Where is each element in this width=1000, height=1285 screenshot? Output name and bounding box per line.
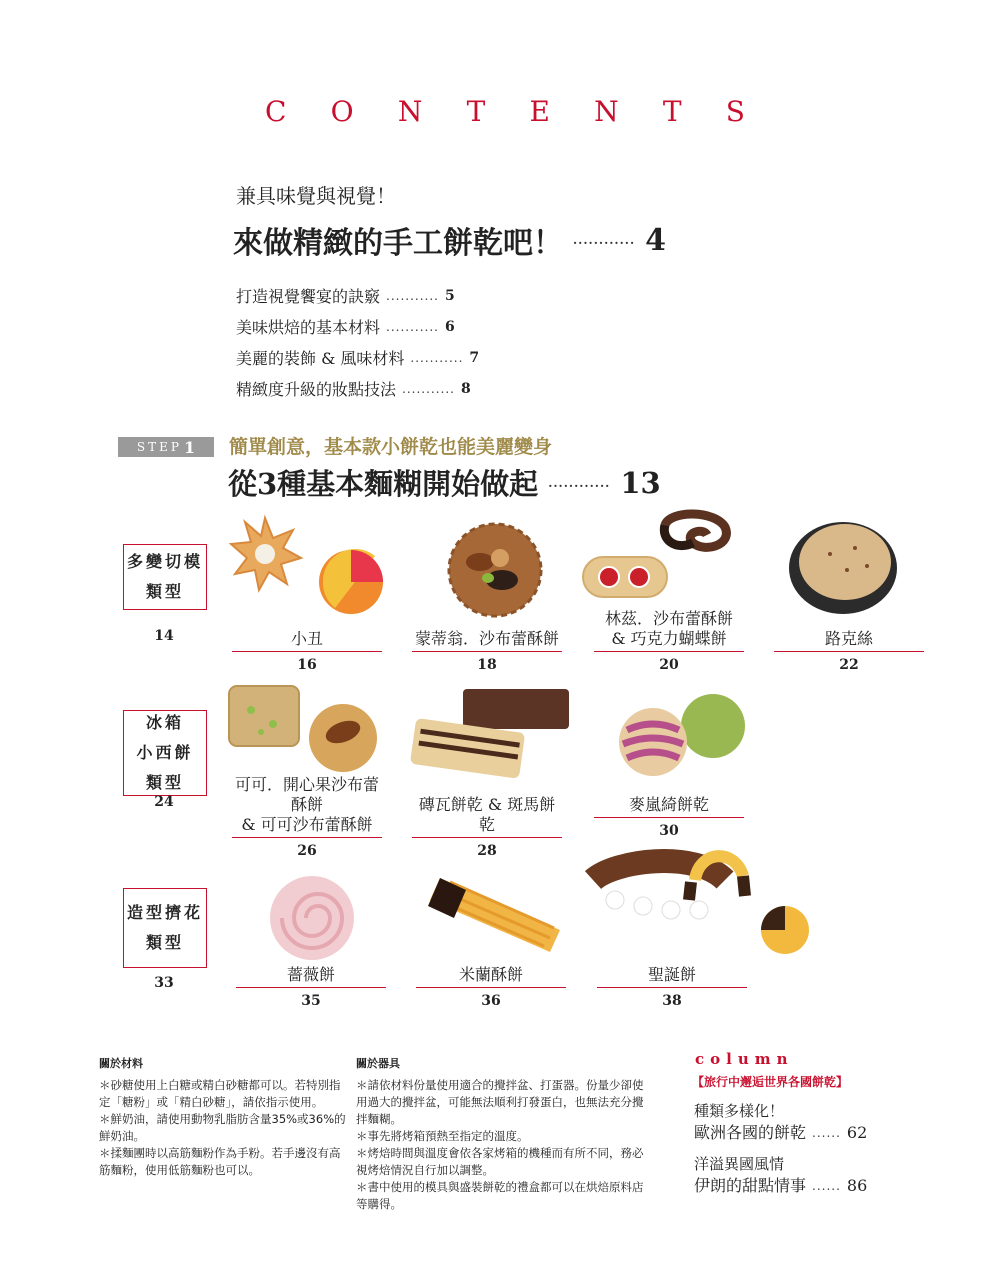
page-number: 18 [477,657,497,673]
linzer-pretzel-image [575,505,745,610]
column-subtitle: 【旅行中邂逅世界各國餅乾】 [692,1075,849,1089]
leader-dots: ............ [573,233,636,247]
step-subtitle: 簡單創意，基本款小餅乾也能美麗變身 [229,436,553,458]
recipe-name: 蒙蒂翁．沙布蕾酥餅 [412,629,562,652]
recipe-item[interactable] [594,609,744,673]
toc-item[interactable] [236,311,479,342]
leader-dots: ........... [386,319,439,334]
heading-letter: E [529,95,550,128]
step-badge-number: 1 [183,437,196,457]
recipe-item[interactable] [774,629,924,673]
category-label-box[interactable] [123,888,207,968]
column-item-title: 歐洲各國的餅乾 [694,1123,807,1142]
rose-cookie-image [262,870,362,965]
leader-dots: ........... [410,350,464,365]
page-number: 16 [297,657,317,673]
intro-title: 來做精緻的手工餅乾吧！ [233,226,563,261]
montieon-cookie-image [430,518,560,618]
page-number: 7 [469,349,480,366]
category-label-line: 冰箱 [145,713,184,732]
toc-label: 打造視覺饗宴的訣竅 [236,287,381,306]
column-item-title: 伊朗的甜點情事 [694,1176,807,1195]
note-line: ＊請依材料份量使用適合的攪拌盆、打蛋器。份量少卻使用過大的攪拌盆，可能無法順利打發蛋白，也無法充分攪拌麵糊。 [356,1078,644,1126]
column-item-line1: 洋溢異國風情 [694,1155,785,1173]
category-page-number: 14 [154,628,174,644]
intro-toc-list [236,280,479,404]
note-line: ＊書中使用的模具與盛裝餅乾的禮盒都可以在烘焙原料店等購得。 [356,1180,644,1211]
category-label-line: 類型 [145,773,184,792]
intro-title-row[interactable] [233,218,666,262]
recipe-item[interactable] [597,965,747,1009]
toc-label: 美麗的裝飾 & 風味材料 [236,349,405,368]
page-number: 62 [846,1123,868,1142]
step-badge-text: STEP [136,440,182,454]
heading-letter: O [330,95,354,128]
heading-letter: C [265,95,287,128]
christmas-cookie-image [575,840,825,965]
heading-letter: N [397,95,423,128]
clown-cookie-image [225,510,400,625]
category-label-line: 類型 [145,582,184,601]
toc-label: 精緻度升級的妝點技法 [236,380,397,399]
marble-cookie-image [605,690,755,780]
toc-item[interactable] [236,342,479,373]
cocoa-pistachio-cookie-image [225,680,390,775]
category-label-box[interactable] [123,710,207,796]
note-line: ＊鮮奶油，請使用動物乳脂肪含量35%或36%的鮮奶油。 [99,1112,346,1143]
column-item-line2-row [694,1122,867,1144]
note-line: ＊烤焙時間與溫度會依各家烤箱的機種而有所不同，務必視烤焙情況自行加以調整。 [356,1146,644,1177]
materials-notes [99,1055,349,1179]
notes-body [356,1077,651,1213]
leader-dots: ........... [386,288,439,303]
category-label-line: 類型 [145,933,184,952]
recipe-name: 聖誕餅 [597,965,747,988]
toc-item[interactable] [236,280,479,311]
contents-heading [265,95,745,128]
milan-cookie-image [420,860,570,965]
note-line: ＊揉麵團時以高筋麵粉作為手粉。若手邊沒有高筋麵粉，使用低筋麵粉也可以。 [99,1146,341,1177]
note-line: ＊事先將烤箱預熱至指定的溫度。 [356,1129,529,1143]
recipe-item[interactable] [416,965,566,1009]
category-label-line: 造型擠花 [126,903,203,922]
leader-dots: ........... [402,381,455,396]
column-item[interactable] [694,1153,867,1197]
column-heading: column [695,1050,794,1068]
step-badge [118,437,214,457]
tools-notes [356,1055,651,1213]
heading-letter: T [662,95,682,128]
intro-subtitle: 兼具味覺與視覺！ [236,184,396,208]
page-number: 35 [301,993,321,1009]
recipe-item[interactable] [412,795,562,859]
page-number: 26 [297,843,317,859]
note-line: ＊砂糖使用上白糖或精白砂糖都可以。若特別指定「糖粉」或「精白砂糖」，請依指示使用。 [99,1078,341,1109]
heading-letter: N [594,95,619,128]
recipe-name: & 可可沙布蕾酥餅 [232,815,382,838]
column-item[interactable] [694,1100,867,1144]
page-number: 8 [460,380,471,397]
column-item-line2-row [694,1175,867,1197]
category-label-line: 小西餅 [136,743,194,762]
recipe-name: 小丑 [232,629,382,652]
leader-dots: ............ [548,475,611,490]
notes-body [99,1077,349,1179]
page-number: 36 [481,993,501,1009]
recipe-name: & 巧克力蝴蝶餅 [594,629,744,652]
category-page-number: 24 [154,794,174,810]
tile-zebra-cookie-image [405,685,575,780]
leader-dots: ...... [812,1126,841,1140]
page-number: 22 [839,657,859,673]
leader-dots: ...... [812,1179,841,1193]
recipe-name: 米蘭酥餅 [416,965,566,988]
page-number: 28 [477,843,497,859]
recipe-item[interactable] [236,965,386,1009]
category-label-line: 多變切模 [126,552,203,571]
recipe-name-top: 林茲．沙布蕾酥餅 [604,609,733,628]
page-number: 86 [846,1176,868,1195]
luxe-cookie-image [785,518,905,618]
notes-title: 關於材料 [99,1057,143,1070]
toc-item[interactable] [236,373,479,404]
category-label-box[interactable] [123,544,207,610]
page-number: 38 [662,993,682,1009]
step-title-row[interactable] [228,462,661,503]
heading-letter: T [466,95,486,128]
page-number: 30 [659,823,679,839]
recipe-name: 路克絲 [774,629,924,652]
recipe-item[interactable] [232,629,382,673]
page-number: 5 [444,287,455,304]
recipe-name: 磚瓦餅乾 & 斑馬餅乾 [412,795,562,838]
page-number: 13 [620,465,661,500]
recipe-name: 薔薇餅 [236,965,386,988]
heading-letter: S [725,95,745,128]
recipe-name-top: 可可．開心果沙布蕾酥餅 [234,775,379,814]
recipe-item[interactable] [594,795,744,839]
page-number: 4 [645,222,667,258]
category-page-number: 33 [154,975,174,991]
column-item-line1: 種類多樣化！ [694,1102,785,1120]
step-title: 從3種基本麵糊開始做起 [228,467,539,501]
recipe-name: 麥嵐綺餅乾 [594,795,744,818]
page-number: 6 [444,318,455,335]
page-number: 20 [659,657,679,673]
recipe-item[interactable] [232,775,382,859]
notes-title: 關於器具 [356,1057,400,1070]
toc-label: 美味烘焙的基本材料 [236,318,381,337]
recipe-item[interactable] [412,629,562,673]
